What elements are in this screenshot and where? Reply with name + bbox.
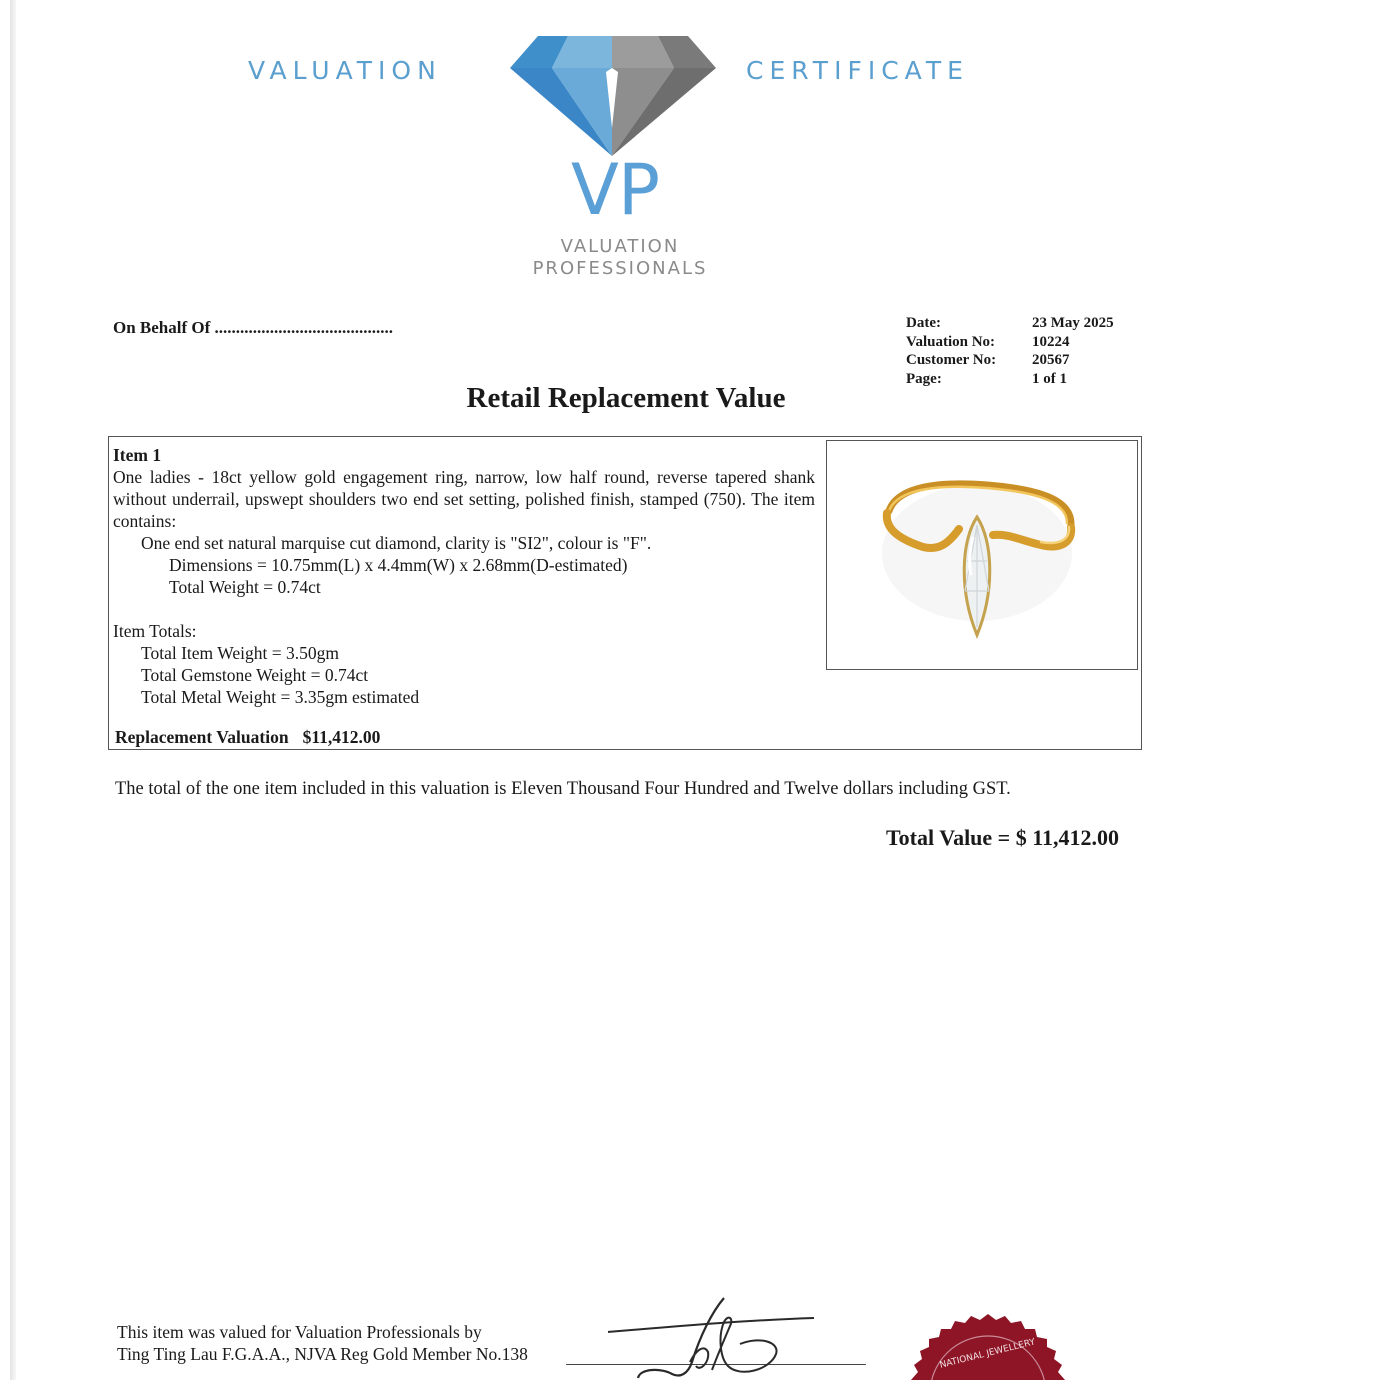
total-gemstone-weight: Total Gemstone Weight = 0.74ct: [141, 665, 369, 685]
item-heading: Item 1: [113, 445, 162, 465]
logo-subtitle-line1: VALUATION: [560, 236, 680, 257]
signature-icon: [600, 1292, 820, 1380]
item-description: One ladies - 18ct yellow gold engagement ring, narrow, low half round, reverse tapered shank without underrail, upswept shoulders two end set setting, polished finish, stamped (750). The item contains:: [113, 467, 815, 531]
replacement-valuation: [115, 727, 380, 748]
stone-dimensions: Dimensions = 10.75mm(L) x 4.4mm(W) x 2.68mm(D-estimated): [169, 555, 628, 575]
ring-image: [827, 441, 1137, 669]
total-sentence: The total of the one item included in this valuation is Eleven Thousand Four Hundred and Twelve dollars including GST.: [115, 779, 1011, 799]
valuer-line-1: This item was valued for Valuation Professionals by: [117, 1322, 482, 1342]
item-totals-heading: Item Totals:: [113, 621, 197, 641]
logo-subtitle-line2: PROFESSIONALS: [532, 258, 708, 279]
page-label: Page:: [906, 370, 942, 387]
valuation-no-label: Valuation No:: [906, 333, 996, 350]
date-label: Date:: [906, 315, 941, 331]
page-value: 1 of 1: [1032, 370, 1067, 387]
valuation-no-value: 10224: [1032, 333, 1070, 350]
header-certificate-word: CERTIFICATE: [746, 56, 969, 85]
customer-no-label: Customer No:: [906, 352, 997, 368]
national-jewellery-seal-icon: [900, 1314, 1080, 1380]
seal-text: NATIONAL JEWELLERY: [938, 1337, 1037, 1371]
page-edge: [10, 0, 16, 1380]
stone-weight: Total Weight = 0.74ct: [169, 577, 321, 597]
on-behalf-of: On Behalf Of ..........................................: [113, 318, 394, 337]
replacement-valuation-label: Replacement Valuation: [115, 727, 289, 747]
customer-no-value: 20567: [1032, 352, 1070, 368]
page-margin: [1180, 0, 1380, 1380]
logo-initials: VP: [570, 149, 660, 231]
valuer-statement: [117, 1321, 528, 1365]
valuer-line-2: Ting Ting Lau F.G.A.A., NJVA Reg Gold Member No.138: [117, 1344, 528, 1364]
meta-row-customer: [906, 351, 1114, 370]
valuation-meta: [906, 314, 1114, 388]
item-details: [113, 444, 815, 708]
stone-description: One end set natural marquise cut diamond, clarity is "SI2", colour is "F".: [141, 533, 652, 553]
total-metal-weight: Total Metal Weight = 3.35gm estimated: [141, 687, 420, 707]
meta-row-valuation: [906, 333, 1114, 352]
diamond-logo-icon: [508, 32, 718, 158]
replacement-valuation-amount: $11,412.00: [302, 727, 381, 747]
document-title: Retail Replacement Value: [466, 382, 786, 414]
header-valuation-word: VALUATION: [248, 56, 442, 85]
meta-row-date: [906, 314, 1114, 333]
date-value: 23 May 2025: [1032, 315, 1114, 331]
total-value: Total Value = $ 11,412.00: [886, 825, 1119, 850]
total-item-weight: Total Item Weight = 3.50gm: [141, 643, 339, 663]
ring-photo: [826, 440, 1138, 670]
